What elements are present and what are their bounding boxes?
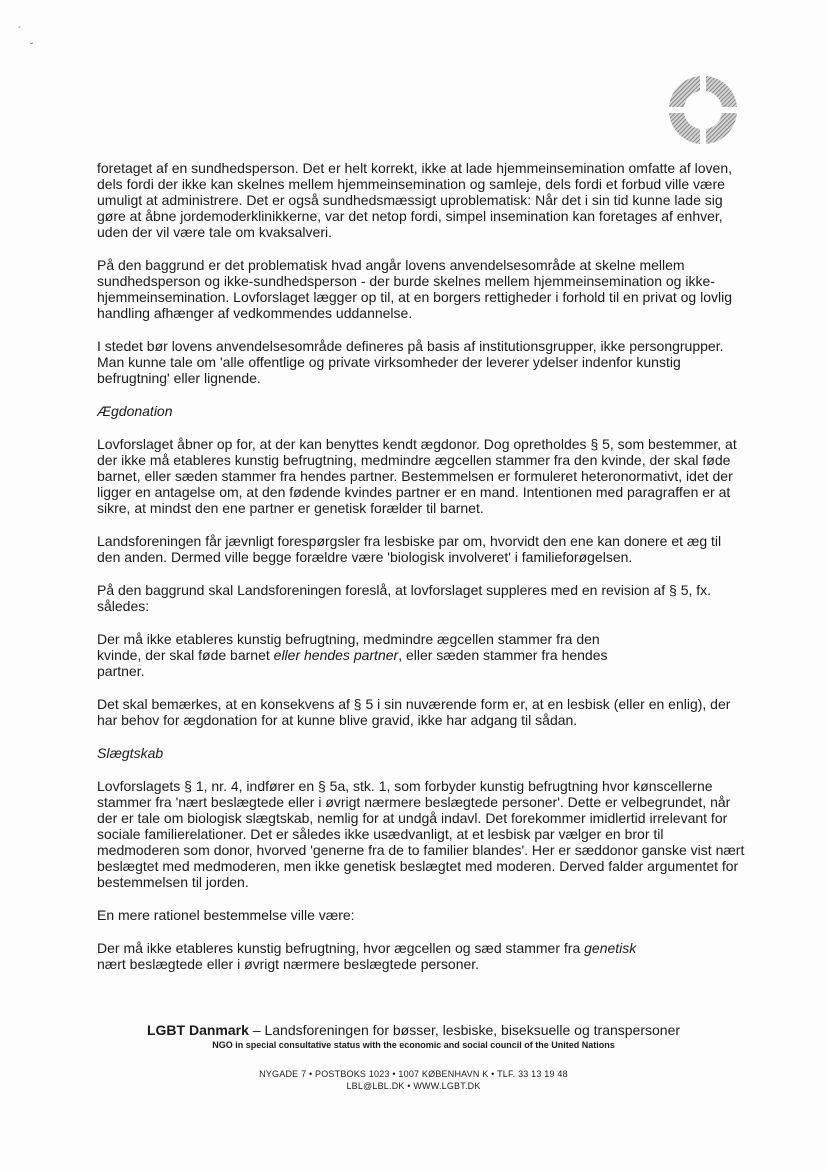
organization-logo-icon [667, 74, 739, 146]
scan-mark: ´ [18, 26, 22, 37]
footer-ngo-status: NGO in special consultative status with the economic and social council of the United Nations [212, 1040, 615, 1050]
proposed-provision-quote [97, 940, 642, 972]
quote-text: , eller sæden stammer fra hendes partner. [97, 647, 608, 679]
footer-organization [0, 1022, 827, 1038]
paragraph: Det skal bemærkes, at en konsekvens af § 5 i sin nuværende form er, at en lesbisk (eller en enlig), der har behov for ægdonation for at kunne blive gravid, ikke har adgang til sådan. [97, 696, 731, 728]
paragraph: Lovforslagets § 1, nr. 4, indfører en § 5a, stk. 1, som forbyder kunstig befrugtning hvor kønscellerne stammer fra 'nært beslægtede eller i øvrigt nærmere beslægtede personer'. Dette er velbegrundet, når der er tale om biologisk slægtskab, nemlig for at undgå indavl. Det forekommer imidlertid irrelevant for sociale familierelationer. Det er således ikke usædvanligt, at et lesbisk par vælger en bror til medmoderen som donor, hvorved 'generne fra de to familier blandes'. Her er sæddonor ganske vist nært beslægtet med medmoderen, men ikke genetisk beslægtet med moderen. Derved falder argumentet for bestemmelsen til jorden. [97, 778, 745, 890]
quote-text: Der må ikke etableres kunstig befrugtning, hvor ægcellen og sæd stammer fra [97, 940, 585, 956]
proposed-provision-quote [97, 631, 642, 679]
paragraph: En mere rationel bestemmelse ville være: [97, 907, 355, 923]
letter-body [97, 160, 747, 989]
quote-emphasis: eller hendes partner [273, 647, 399, 663]
paragraph: Lovforslaget åbner op for, at der kan benyttes kendt ægdonor. Dog opretholdes § 5, som bestemmer, at der ikke må etableres kunstig befrugtning, medmindre ægcellen stammer fra den kvinde, der skal føde barnet, eller sæden stammer fra hendes partner. Bestemmelsen er formuleret heteronormativt, idet der ligger en antagelse om, at den fødende kvindes partner er en mand. Intentionen med paragraffen er at sikre, at mindst den ene partner er genetisk forælder til barnet. [97, 436, 737, 516]
paragraph: I stedet bør lovens anvendelsesområde defineres på basis af institutionsgrupper, ikke persongrupper. Man kunne tale om 'alle offentlige og private virksomheder der leverer ydelser indenfor kunstig befrugtning' eller lignende. [97, 338, 724, 386]
quote-text: Der må ikke etableres kunstig befrugtning, medmindre ægcellen stammer fra den kvinde, der skal føde barnet [97, 631, 600, 663]
paragraph: foretaget af en sundhedsperson. Det er helt korrekt, ikke at lade hjemmeinsemination omfatte af loven, dels fordi der ikke kan skelnes mellem hjemmeinsemination og samleje, dels fordi et forbud ville være umuligt at administrere. Det er også sundhedsmæssigt uproblematisk: Når det i sin tid kunne lade sig gøre at åbne jordemoderklinikkerne, var det netop fordi, simpel insemination kan foretages af enhver, uden der vil være tale om kvaksalveri. [97, 160, 733, 240]
footer-address: NYGADE 7 • POSTBOKS 1023 • 1007 KØBENHAVN K • TLF. 33 13 19 48 [259, 1069, 568, 1079]
quote-text: nært beslægtede eller i øvrigt nærmere beslægtede personer. [97, 956, 480, 972]
section-heading-aegdonation: Ægdonation [97, 403, 173, 419]
paragraph: Landsforeningen får jævnligt forespørgsler fra lesbiske par om, hvorvidt den ene kan donere et æg til den anden. Dermed ville begge forældre være 'biologisk involveret' i familieforøgelsen. [97, 533, 722, 565]
paragraph: På den baggrund er det problematisk hvad angår lovens anvendelsesområde at skelne mellem sundhedsperson og ikke-sundhedsperson - der burde skelnes mellem hjemmeinsemination og ikke-hjemmeinsemination. Lovforslaget lægger op til, at en borgers rettigheder i forhold til en privat og lovlig handling afhænger af vedkommendes uddannelse. [97, 257, 733, 321]
footer-contact: LBL@LBL.DK • WWW.LGBT.DK [346, 1081, 481, 1091]
scan-mark: ˘ [30, 42, 34, 53]
section-heading-slaegtskab: Slægtskab [97, 745, 164, 761]
paragraph: På den baggrund skal Landsforeningen foreslå, at lovforslaget suppleres med en revision af § 5, fx. således: [97, 582, 712, 614]
footer-org-name: LGBT Danmark [146, 1022, 249, 1038]
footer-tagline: – Landsforeningen for bøsser, lesbiske, biseksuelle og transpersoner [248, 1022, 681, 1038]
quote-emphasis: genetisk [584, 940, 637, 956]
